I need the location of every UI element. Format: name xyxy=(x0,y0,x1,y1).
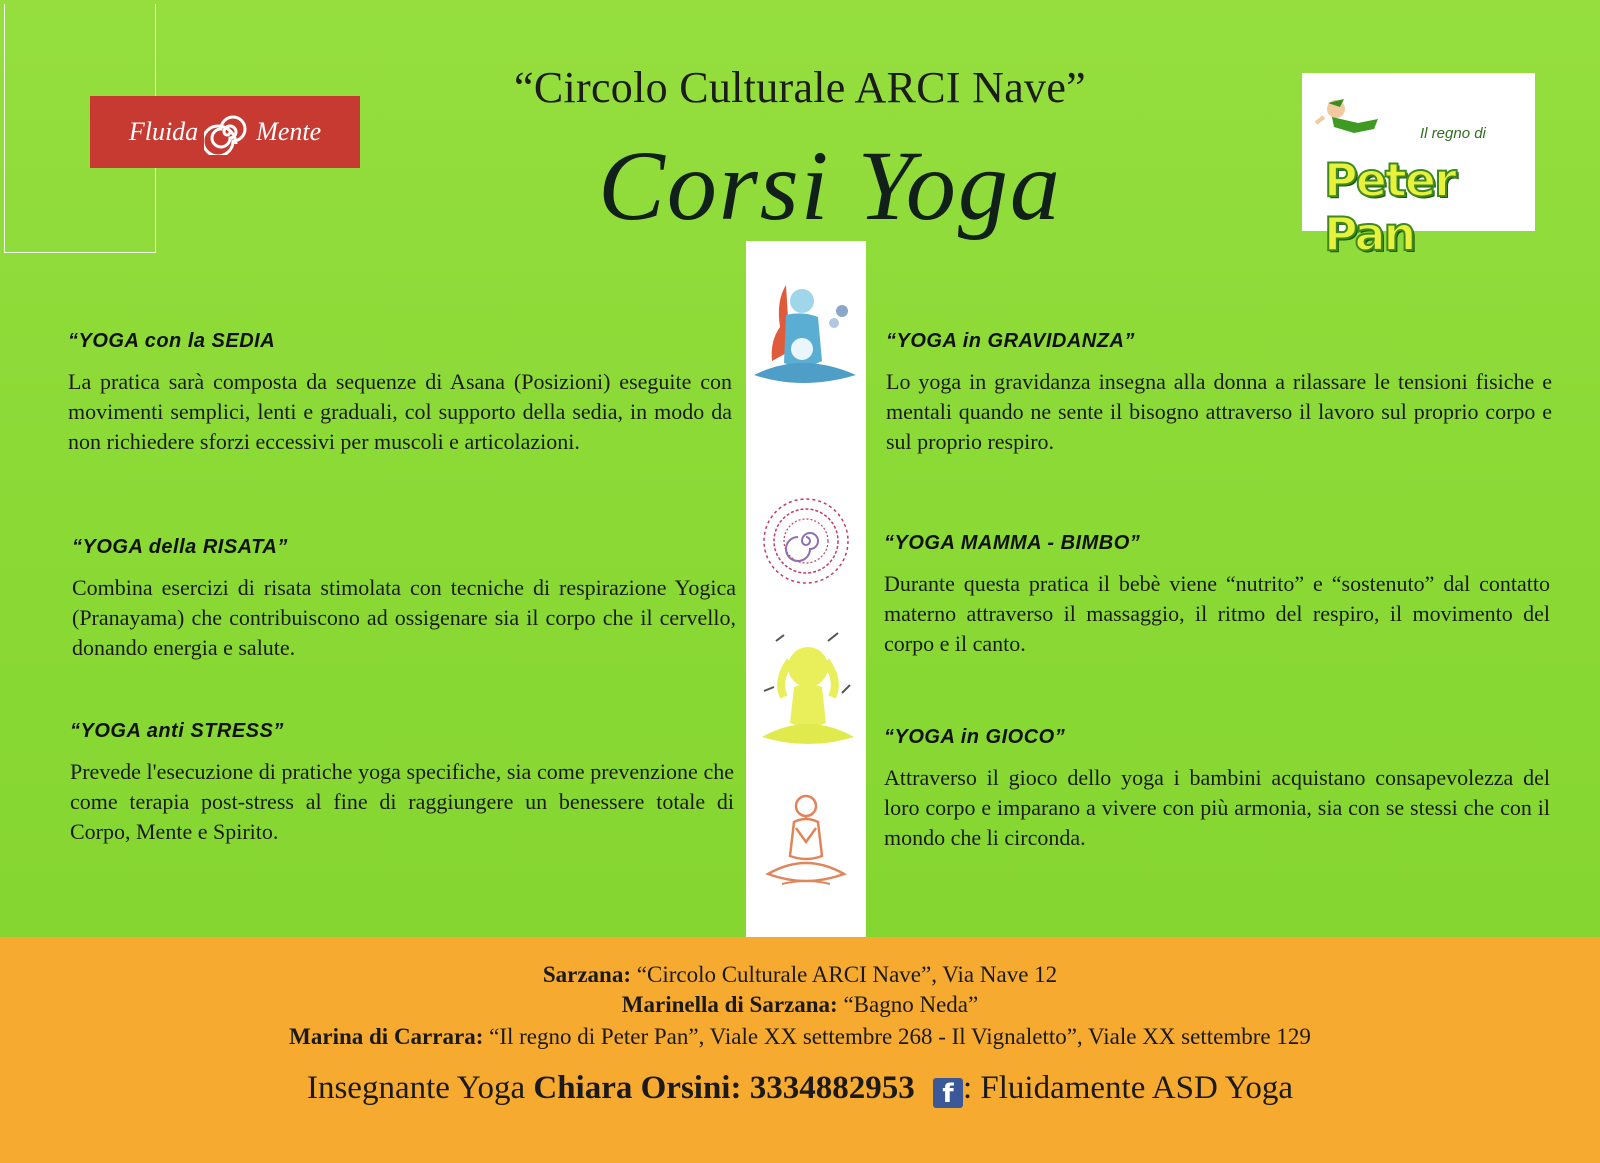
laughter-spiral-icon xyxy=(746,471,866,611)
location-marina-carrara-detail: “Il regno di Peter Pan”, Viale XX settembre 268 - Il Vignaletto”, Viale XX settembre 129 xyxy=(489,1024,1311,1049)
location-sarzana xyxy=(0,962,1600,988)
course-gravidanza-description: Lo yoga in gravidanza insegna alla donna a rilassare le tensioni fisiche e mentali quando ne sente il bisogno attraverso il lavoro sul proprio corpo e sul proprio respiro. xyxy=(886,369,1552,454)
course-risata-title: “YOGA della RISATA” xyxy=(72,536,288,558)
facebook-icon: f xyxy=(933,1078,963,1108)
course-gravidanza xyxy=(886,330,1552,457)
contact-line xyxy=(0,1070,1600,1108)
pregnant-woman-icon xyxy=(746,271,866,411)
course-mamma-bimbo-description: Durante questa pratica il bebè viene “nutrito” e “sostenuto” dal contatto materno attraverso il massaggio, il ritmo del respiro, il movimento del corpo e il canto. xyxy=(884,571,1550,656)
fluida-logo-word-left: Fluida xyxy=(128,117,199,146)
location-sarzana-detail: “Circolo Culturale ARCI Nave”, Via Nave 12 xyxy=(636,962,1058,987)
course-risata xyxy=(72,536,736,663)
course-sedia-title: “YOGA con la SEDIA xyxy=(68,330,276,352)
course-gioco xyxy=(884,726,1550,853)
course-sedia-description: La pratica sarà composta da sequenze di Asana (Posizioni) eseguite con movimenti semplici, lenti e graduali, col supporto della sedia, in modo da non richiedere sforzi eccessivi per muscoli e articolazioni. xyxy=(68,369,732,454)
meditating-girl-icon xyxy=(746,621,866,771)
location-marina-carrara-place: Marina di Carrara: xyxy=(289,1024,484,1049)
page-title: Corsi Yoga xyxy=(598,130,1062,241)
center-illustration-strip xyxy=(746,241,866,937)
course-stress xyxy=(70,720,734,847)
course-gravidanza-title: “YOGA in GRAVIDANZA” xyxy=(886,330,1135,352)
peter-pan-subtitle: Il regno di xyxy=(1420,125,1486,142)
location-marinella-place: Marinella di Sarzana: xyxy=(621,992,838,1017)
location-marinella-detail: “Bagno Neda” xyxy=(843,992,979,1017)
course-sedia xyxy=(68,330,732,457)
location-marina-carrara xyxy=(0,1024,1600,1050)
course-mamma-bimbo-title: “YOGA MAMMA - BIMBO” xyxy=(884,532,1141,554)
peter-pan-wordmark: Peter Pan xyxy=(1324,153,1455,261)
contact-prefix: Insegnante Yoga xyxy=(306,1070,534,1106)
meditation-outline-icon xyxy=(746,786,866,906)
course-mamma-bimbo xyxy=(884,532,1550,659)
location-sarzana-place: Sarzana: xyxy=(542,962,632,987)
course-stress-title: “YOGA anti STRESS” xyxy=(70,720,284,742)
facebook-page-name: : Fluidamente ASD Yoga xyxy=(962,1070,1294,1106)
course-gioco-description: Attraverso il gioco dello yoga i bambini acquistano consapevolezza del loro corpo e imparano a vivere con più armonia, sia con se stessi che con il mondo che li circonda. xyxy=(884,765,1550,850)
fluida-logo-word-right: Mente xyxy=(256,117,322,146)
organization-name: “Circolo Culturale ARCI Nave” xyxy=(514,63,1086,112)
course-risata-description: Combina esercizi di risata stimolata con tecniche di respirazione Yogica (Pranayama) che contribuiscono ad ossigenare sia il corpo che il cervello, donando energia e salute. xyxy=(72,575,736,660)
contact-name-phone: Chiara Orsini: 3334882953 xyxy=(533,1070,915,1106)
course-stress-description: Prevede l'esecuzione di pratiche yoga specifiche, sia come prevenzione che come terapia post-stress al fine di raggiungere un benessere totale di Corpo, Mente e Spirito. xyxy=(70,759,734,844)
location-marinella xyxy=(0,992,1600,1018)
course-gioco-title: “YOGA in GIOCO” xyxy=(884,726,1066,748)
